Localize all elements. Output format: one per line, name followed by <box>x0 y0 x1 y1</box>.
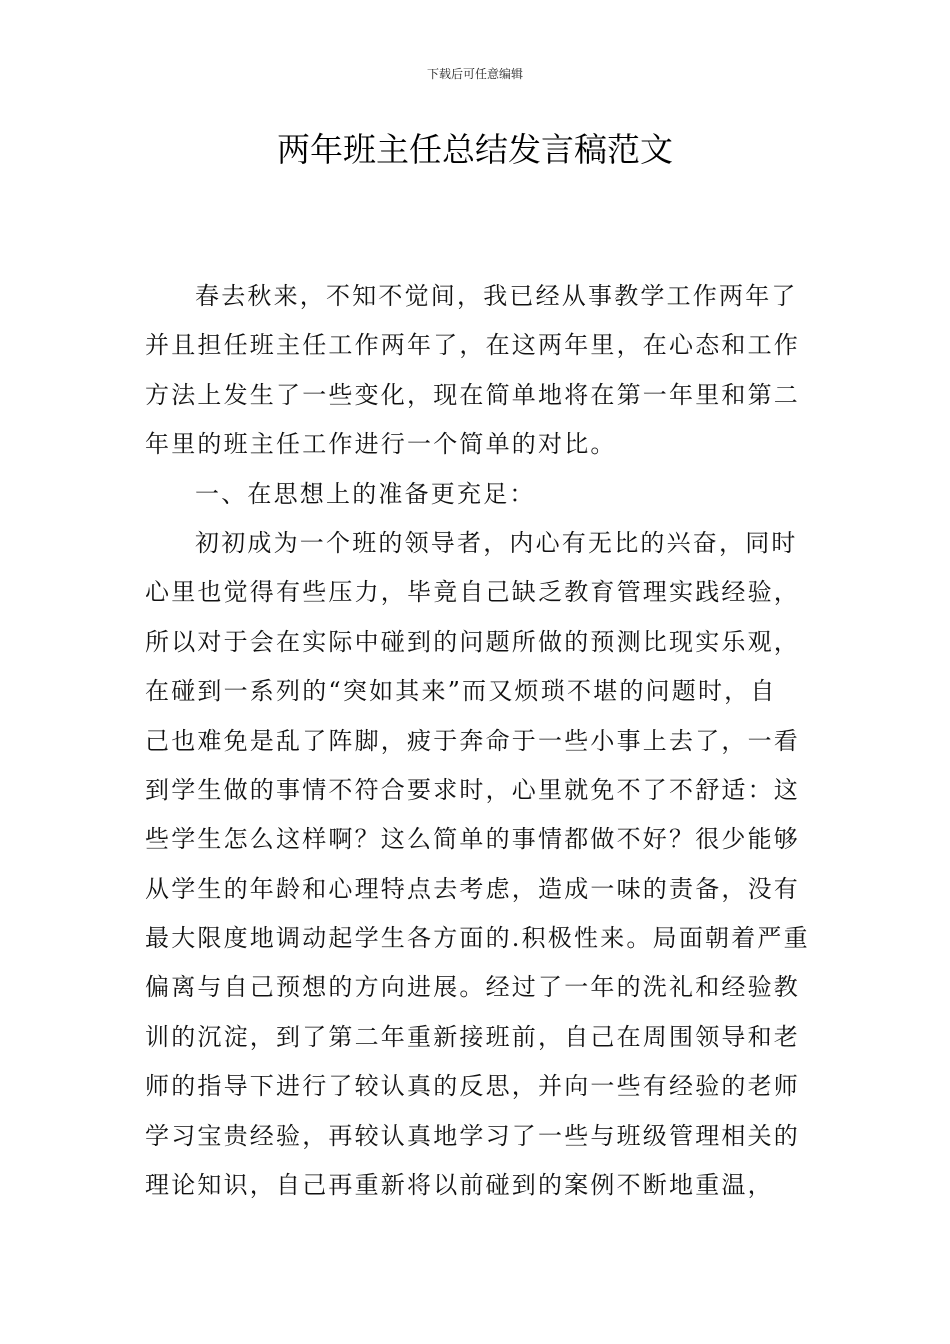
paragraph-line: 学习宝贵经验，再较认真地学习了一些与班级管理相关的 <box>145 1121 800 1150</box>
header-note: 下载后可任意编辑 <box>426 67 523 81</box>
paragraph-line: 师的指导下进行了较认真的反思，并向一些有经验的老师 <box>145 1072 800 1101</box>
paragraph-line: 理论知识，自己再重新将以前碰到的案例不断地重温， <box>145 1171 774 1200</box>
section-heading: 一、在思想上的准备更充足： <box>195 479 536 508</box>
paragraph-line: 从学生的年龄和心理特点去考虑，造成一味的责备，没有 <box>145 874 800 903</box>
paragraph-line: 春去秋来，不知不觉间，我已经从事教学工作两年了 <box>195 282 798 310</box>
paragraph-line: 最大限度地调动起学生各方面的.积极性来。局面朝着严重 <box>145 924 810 953</box>
paragraph-line: 在碰到一系列的“突如其来”而又烦琐不堪的问题时，自 <box>145 677 777 706</box>
paragraph-line: 年里的班主任工作进行一个简单的对比。 <box>145 430 617 459</box>
paragraph-line: 所以对于会在实际中碰到的问题所做的预测比现实乐观， <box>145 627 800 656</box>
paragraph-line: 心里也觉得有些压力，毕竟自己缺乏教育管理实践经验， <box>145 578 800 607</box>
paragraph-line: 初初成为一个班的领导者，内心有无比的兴奋，同时 <box>195 528 798 557</box>
paragraph-line: 些学生怎么这样啊？这么简单的事情都做不好？很少能够 <box>145 825 800 854</box>
paragraph-line: 到学生做的事情不符合要求时，心里就免不了不舒适：这 <box>145 775 800 804</box>
paragraph-line: 并且担任班主任工作两年了，在这两年里，在心态和工作 <box>145 331 800 360</box>
document-title: 两年班主任总结发言稿范文 <box>277 130 673 169</box>
paragraph-line: 方法上发生了一些变化，现在简单地将在第一年里和第二 <box>145 380 800 409</box>
body-text <box>145 272 809 1210</box>
paragraph-line: 偏离与自己预想的方向进展。经过了一年的洗礼和经验教 <box>145 973 800 1002</box>
paragraph-line: 己也难免是乱了阵脚，疲于奔命于一些小事上去了，一看 <box>145 726 800 755</box>
paragraph-line: 训的沉淀，到了第二年重新接班前，自己在周围领导和老 <box>145 1022 800 1051</box>
